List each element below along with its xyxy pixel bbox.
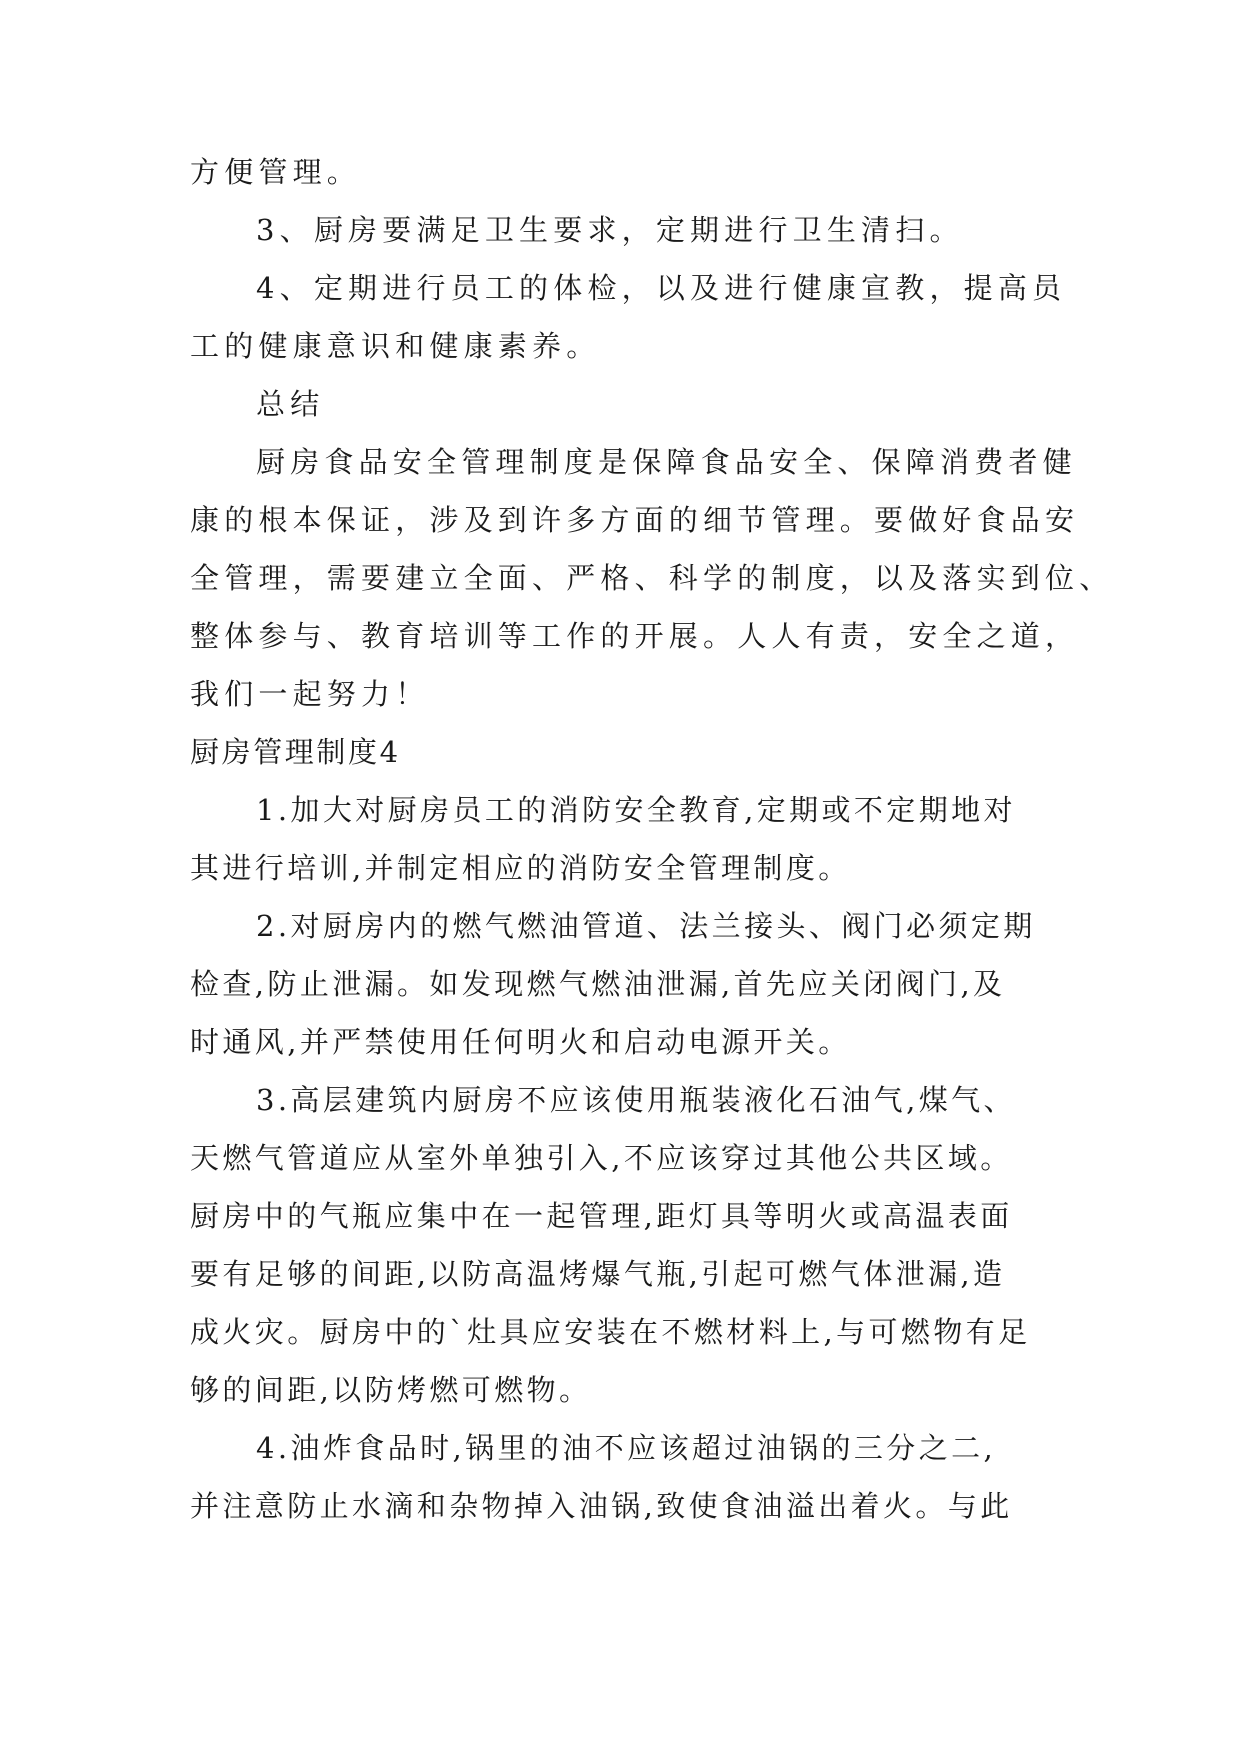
text-line: 成火灾。厨房中的`灶具应安装在不燃材料上,与可燃物有足: [190, 1315, 1031, 1349]
text-line: 时通风,并严禁使用任何明火和启动电源开关。: [190, 1025, 851, 1059]
text-line: 3、厨房要满足卫生要求，定期进行卫生清扫。: [256, 213, 964, 247]
text-line: 方便管理。: [190, 155, 362, 189]
text-line: 天燃气管道应从室外单独引入,不应该穿过其他公共区域。: [190, 1141, 1013, 1175]
text-line: 厨房中的气瓶应集中在一起管理,距灯具等明火或高温表面: [190, 1199, 1013, 1233]
text-line: 2.对厨房内的燃气燃油管道、法兰接头、阀门必须定期: [256, 909, 1036, 943]
text-line: 整体参与、教育培训等工作的开展。人人有责，安全之道，: [190, 619, 1080, 653]
text-line: 4.油炸食品时,锅里的油不应该超过油锅的三分之二,: [256, 1431, 997, 1465]
text-line: 4、定期进行员工的体检，以及进行健康宣教，提高员: [256, 271, 1067, 305]
section-heading: 总结: [256, 387, 325, 421]
text-line: 我们一起努力！: [190, 677, 430, 711]
text-line: 其进行培训,并制定相应的消防安全管理制度。: [190, 851, 851, 885]
text-line: 全管理，需要建立全面、严格、科学的制度，以及落实到位、: [190, 561, 1114, 595]
text-line: 厨房食品安全管理制度是保障食品安全、保障消费者健: [256, 445, 1077, 479]
text-line: 康的根本保证，涉及到许多方面的细节管理。要做好食品安: [190, 503, 1080, 537]
text-line: 工的健康意识和健康素养。: [190, 329, 601, 363]
text-line: 3.高层建筑内厨房不应该使用瓶装液化石油气,煤气、: [256, 1083, 1016, 1117]
text-line: 并注意防止水滴和杂物掉入油锅,致使食油溢出着火。与此: [190, 1489, 1013, 1523]
text-line: 够的间距,以防烤燃可燃物。: [190, 1373, 592, 1407]
section-title: 厨房管理制度4: [190, 735, 401, 769]
text-line: 检查,防止泄漏。如发现燃气燃油泄漏,首先应关闭阀门,及: [190, 967, 1006, 1001]
text-line: 1.加大对厨房员工的消防安全教育,定期或不定期地对: [256, 793, 1016, 827]
text-line: 要有足够的间距,以防高温烤爆气瓶,引起可燃气体泄漏,造: [190, 1257, 1006, 1291]
